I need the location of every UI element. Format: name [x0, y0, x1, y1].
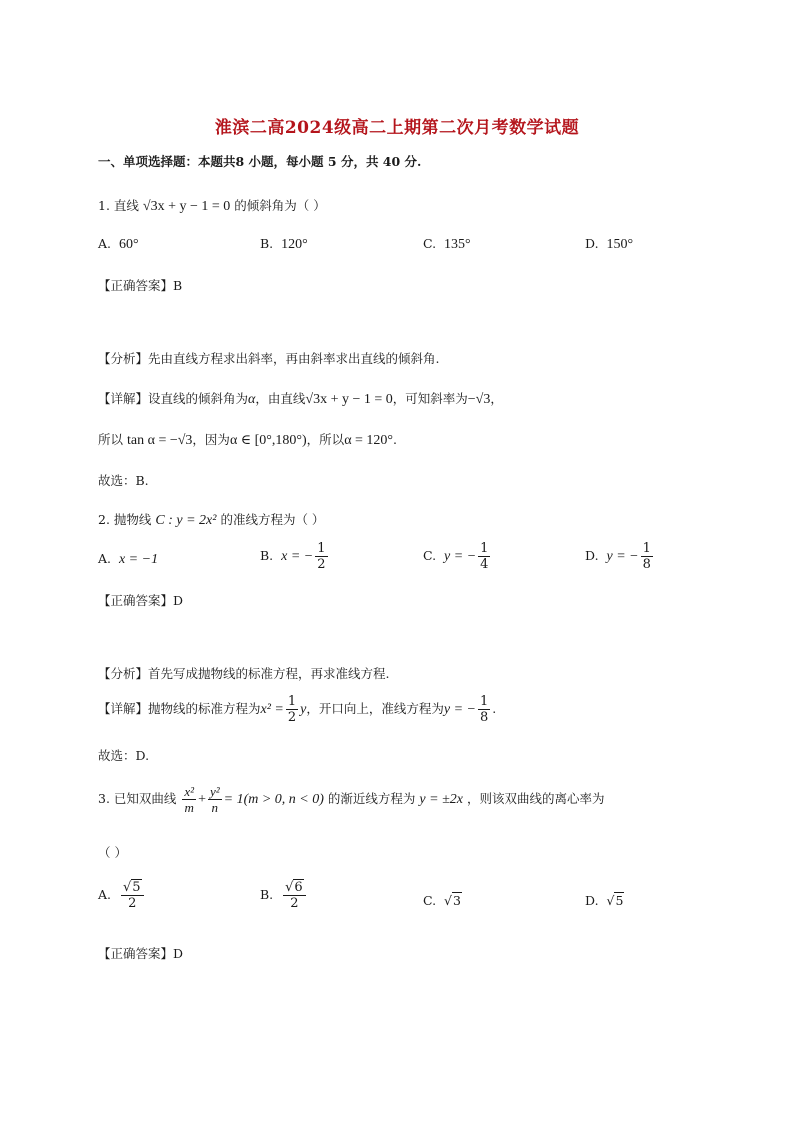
q3-option-d: [585, 893, 624, 908]
detail-text: 【详解】抛物线的标准方程为: [98, 701, 261, 716]
q3-fraction-x: [182, 784, 196, 815]
q1-option-c: [423, 236, 471, 253]
q3-prefix: 3. 已知双曲线: [98, 791, 177, 806]
slope-value: −√3: [467, 392, 491, 407]
radicand: 5: [615, 893, 624, 908]
option-letter: C.: [423, 236, 437, 251]
q2-choice: 故选：D.: [98, 748, 150, 763]
q3-asymptote: y = ±2x: [419, 792, 463, 807]
equation-fraction: [286, 694, 298, 725]
q3-suffix: ，则该双曲线的离心率为: [466, 791, 605, 806]
q2-analysis: 【分析】首先写成抛物线的标准方程，再求准线方程.: [98, 666, 390, 681]
directrix-lhs: y = −: [443, 702, 476, 717]
q2-option-d: [585, 541, 655, 572]
directrix-fraction: [478, 694, 490, 725]
detail-text: ，: [490, 391, 503, 406]
option-letter: C.: [423, 893, 437, 908]
denominator: 2: [317, 557, 326, 572]
option-fraction: [315, 541, 327, 572]
option-letter: A.: [98, 551, 112, 566]
q1-equation: √3x + y − 1 = 0: [142, 199, 231, 214]
detail-text: 所以: [98, 432, 124, 447]
q2-option-b: [260, 541, 330, 572]
option-value: y = −: [606, 549, 639, 564]
option-value: y = −: [444, 549, 477, 564]
option-letter: B.: [260, 887, 274, 902]
q3-option-a: [98, 880, 146, 911]
option-letter: B.: [260, 548, 274, 563]
detail-text: 【详解】设直线的倾斜角为: [98, 391, 249, 406]
sqrt-sign: √5: [606, 893, 624, 908]
line-equation: √3x + y − 1 = 0: [305, 392, 393, 407]
q1-choice: 故选：B.: [98, 473, 149, 488]
radicand: 5: [132, 880, 141, 895]
page-title: 淮滨二高2024级高二上期第二次月考数学试题: [214, 118, 580, 138]
q3-option-c: [423, 893, 462, 908]
angle-range: α ∈ [0°,180°): [229, 433, 307, 448]
equation-lhs: x² =: [260, 702, 284, 717]
q1-suffix: 的倾斜角为（ ）: [234, 198, 326, 213]
option-value: 120°: [281, 237, 308, 252]
option-fraction: [641, 541, 653, 572]
q1-prefix: 1. 直线: [98, 198, 139, 213]
q1-answer: 【正确答案】B: [98, 278, 183, 293]
question-3: [98, 784, 604, 815]
detail-text: ，可知斜率为: [392, 391, 468, 406]
equation-rhs: y: [300, 702, 307, 717]
detail-text: ，所以: [306, 432, 345, 447]
q2-suffix: 的准线方程为（ ）: [220, 512, 325, 527]
tan-equation: tan α = −√3: [127, 433, 193, 448]
denominator: 8: [480, 710, 489, 725]
option-fraction: [478, 541, 490, 572]
q3-fraction-y: [208, 784, 222, 815]
denominator: 2: [287, 710, 297, 725]
numerator: x²: [184, 784, 195, 799]
denominator: 4: [480, 557, 489, 572]
numerator: 1: [480, 694, 489, 709]
denominator: 2: [290, 896, 299, 911]
q3-condition: = 1(m > 0, n < 0): [223, 792, 324, 807]
q2-answer: 【正确答案】D: [98, 593, 184, 608]
detail-text: ，由直线: [255, 391, 306, 406]
denominator: m: [184, 800, 194, 815]
detail-text: ，因为: [192, 432, 230, 447]
alpha-symbol: α: [248, 392, 256, 407]
sqrt-sign: √5: [122, 880, 141, 895]
option-letter: A.: [98, 887, 112, 902]
option-letter: C.: [423, 548, 437, 563]
q2-detail: [98, 694, 496, 725]
angle-result: α = 120°: [344, 433, 394, 448]
q1-option-d: [585, 236, 633, 253]
question-1: [98, 196, 326, 215]
option-value: 60°: [118, 237, 139, 252]
numerator: 1: [317, 541, 326, 556]
option-letter: B.: [260, 236, 274, 251]
plus-sign: +: [198, 792, 206, 807]
q2-prefix: 2. 抛物线: [98, 512, 152, 527]
option-value: x = −: [281, 549, 314, 564]
q3-paren: （ ）: [98, 845, 127, 860]
q2-option-a: [98, 551, 158, 568]
q3-mid-text: 的渐近线方程为: [327, 791, 416, 806]
option-letter: D.: [585, 236, 599, 251]
q1-option-a: [98, 236, 139, 253]
question-2: [98, 510, 324, 529]
q3-option-b: [260, 880, 308, 911]
option-fraction: [121, 880, 144, 911]
denominator: 2: [128, 896, 137, 911]
denominator: 8: [642, 557, 651, 572]
q1-analysis: 【分析】先由直线方程求出斜率，再由斜率求出直线的倾斜角.: [98, 351, 440, 366]
sqrt-sign: √6: [285, 880, 303, 895]
numerator: y²: [209, 784, 220, 799]
section-heading: 一、单项选择题：本题共8 小题，每小题 5 分，共 40 分.: [98, 154, 422, 169]
option-value: 135°: [444, 237, 471, 252]
option-letter: D.: [585, 548, 599, 563]
radicand: 6: [294, 880, 303, 895]
detail-text: .: [393, 432, 398, 447]
option-letter: D.: [585, 893, 599, 908]
option-value: 150°: [606, 237, 634, 252]
numerator: 1: [480, 541, 489, 556]
q2-option-c: [423, 541, 492, 572]
q2-equation: C : y = 2x²: [155, 513, 217, 528]
radicand: 3: [453, 893, 461, 908]
option-value: x = −1: [118, 552, 159, 567]
option-fraction: [283, 880, 306, 911]
q1-option-b: [260, 236, 308, 253]
sqrt-sign: √3: [444, 893, 461, 908]
detail-text: .: [492, 701, 497, 716]
denominator: n: [211, 800, 219, 815]
q1-detail-line2: [98, 430, 397, 449]
q1-detail-line1: [98, 389, 503, 408]
numerator: 1: [287, 694, 297, 709]
numerator: 1: [642, 541, 651, 556]
option-letter: A.: [98, 236, 112, 251]
q3-answer: 【正确答案】D: [98, 946, 184, 961]
detail-text: ，开口向上，准线方程为: [306, 701, 444, 716]
